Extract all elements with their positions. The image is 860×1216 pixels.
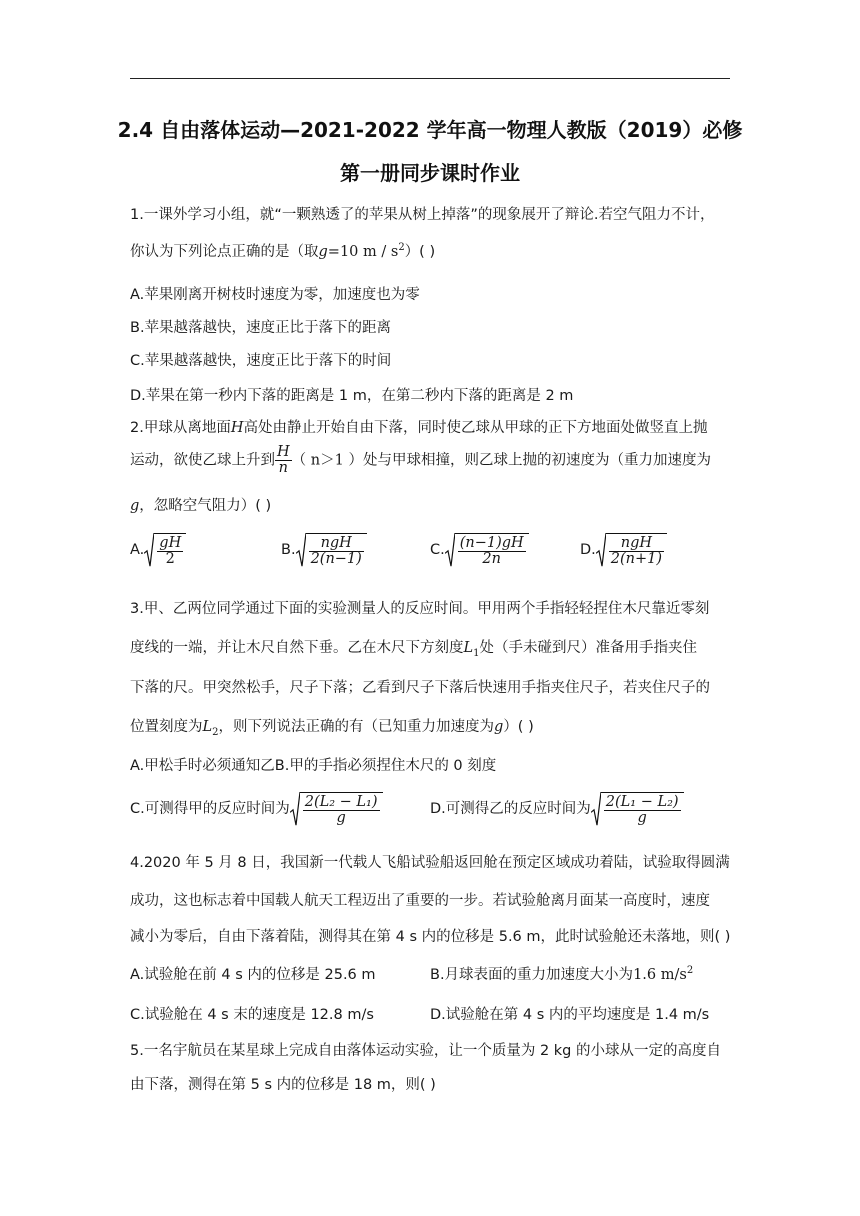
q3-l2-sub: 2	[212, 726, 219, 738]
q4-option-a: A.试验舱在前 4 s 内的位移是 25.6 m	[130, 967, 376, 983]
q2-option-c-den: 2n	[482, 551, 501, 567]
q3-stem-line4	[130, 715, 534, 738]
q4-stem-line3: 减小为零后，自由下落着陆，测得其在第 4 s 内的位移是 5.6 m，此时试验舱还未落地，则( )	[130, 929, 731, 945]
q3-stem-line3: 下落的尺。甲突然松手，尺子下落；乙看到尺子下落后快速用手指夹住尺子，若夹住尺子的	[130, 680, 710, 696]
q3-l1-symbol: L	[463, 640, 474, 656]
q5-stem-line1: 5.一名宇航员在某星球上完成自由落体运动实验，让一个质量为 2 kg 的小球从一定的高度自	[130, 1043, 721, 1059]
sqrt-icon	[290, 792, 383, 826]
q4-option-d: D.试验舱在第 4 s 内的平均速度是 1.4 m/s	[430, 1007, 710, 1023]
q2-condition: （ n＞1 ）	[291, 452, 363, 469]
q2-h-symbol: H	[230, 420, 244, 436]
q3-stem-text4: 位置刻度为	[130, 719, 203, 735]
q2-option-c	[430, 533, 529, 567]
q4-stem-line1: 4.2020 年 5 月 8 日，我国新一代载人飞船试验船返回舱在预定区域成功着陆，试验取得圆满	[130, 855, 730, 871]
q3-option-ab: A.甲松手时必须通知乙B.甲的手指必须捏住木尺的 0 刻度	[130, 758, 497, 774]
q3-stem-line2	[130, 636, 697, 659]
q1-stem-line1: 1.一课外学习小组，就“一颗熟透了的苹果从树上掉落”的现象展开了辩论.若空气阻力不计，	[130, 207, 715, 223]
q3-option-d-text: D.可测得乙的反应时间为	[430, 801, 591, 817]
q2-frac-num: H	[277, 444, 290, 460]
q1-option-d: D.苹果在第一秒内下落的距离是 1 m，在第二秒内下落的距离是 2 m	[130, 388, 574, 404]
q3-g-symbol: g	[494, 719, 504, 735]
sqrt-icon	[591, 792, 684, 826]
q2-option-d-num: ngH	[609, 536, 664, 552]
q3-stem-text2-cont: 处（手未碰到尺）准备用手指夹住	[479, 640, 698, 656]
q1-g-value: =10 m / s	[327, 244, 399, 260]
q2-stem-line3	[130, 494, 271, 515]
q4-option-b-text: B.月球表面的重力加速度大小为	[430, 967, 634, 983]
q2-option-a-num: gH	[159, 535, 182, 551]
q2-stem-text2-cont: 处与甲球相撞，则乙球上抛的初速度为（重力加速度为	[362, 452, 711, 469]
q2-option-d-label: D.	[580, 542, 596, 558]
sqrt-icon	[445, 533, 529, 567]
q2-answer-blank: ，忽略空气阻力）( )	[139, 498, 272, 514]
q3-l1-sub: 1	[473, 647, 480, 659]
q2-g-symbol: g	[130, 498, 140, 514]
q2-option-b-label: B.	[281, 542, 296, 558]
page-title-line1: 2.4 自由落体运动—2021-2022 学年高一物理人教版（2019）必修	[117, 118, 743, 142]
q2-stem-text2: 运动，欲使乙球上升到	[130, 452, 275, 469]
q4-option-b-exponent: 2	[686, 965, 694, 977]
q3-l2-symbol: L	[202, 719, 213, 735]
q2-option-a	[130, 533, 186, 567]
q4-stem-line2: 成功，这也标志着中国载人航天工程迈出了重要的一步。若试验舱离月面某一高度时，速度	[130, 893, 710, 909]
q2-option-b-num: ngH	[309, 536, 364, 552]
q1-option-a: A.苹果刚离开树枝时速度为零，加速度也为零	[130, 287, 420, 303]
q2-stem-text-cont: 高处由静止开始自由下落，同时使乙球从甲球的正下方地面处做竖直上抛	[243, 420, 708, 436]
q1-stem-line2	[130, 240, 435, 261]
q4-option-b	[430, 963, 693, 984]
header-rule	[130, 78, 730, 79]
q2-option-a-label: A.	[130, 542, 145, 558]
q3-option-c	[130, 792, 383, 826]
q2-option-c-num: (n−1)gH	[459, 535, 524, 551]
q3-option-d-den: g	[637, 810, 647, 826]
q2-option-d-den: 2(n+1)	[610, 551, 663, 567]
q1-stem-text: 你认为下列论点正确的是（取	[130, 244, 319, 260]
q1-g-exponent: 2	[398, 242, 405, 254]
q2-fraction-h-over-n	[275, 445, 292, 476]
q2-option-b-den: 2(n−1)	[310, 551, 362, 567]
q5-stem-line2: 由下落，测得在第 5 s 内的位移是 18 m，则( )	[130, 1077, 436, 1093]
q1-option-c: C.苹果越落越快，速度正比于落下的时间	[130, 353, 392, 369]
q3-stem-line1: 3.甲、乙两位同学通过下面的实验测量人的反应时间。甲用两个手指轻轻捏住木尺靠近零刻	[130, 601, 710, 617]
q3-option-c-text: C.可测得甲的反应时间为	[130, 801, 290, 817]
q2-option-b	[281, 533, 367, 567]
q2-stem-line1	[130, 416, 708, 437]
q4-option-b-value: 1.6 m/s	[633, 967, 687, 983]
q3-answer-blank: ）( )	[503, 719, 534, 735]
q3-option-d	[430, 792, 684, 826]
q4-option-c: C.试验舱在 4 s 末的速度是 12.8 m/s	[130, 1007, 374, 1023]
q2-stem-line2	[130, 445, 711, 476]
q2-option-c-label: C.	[430, 542, 445, 558]
q3-option-c-den: g	[336, 810, 346, 826]
q3-stem-text4-mid: ，则下列说法正确的有（已知重力加速度为	[218, 719, 495, 735]
q2-stem-text: 2.甲球从离地面	[130, 420, 231, 436]
q2-option-a-den: 2	[165, 551, 175, 567]
q2-option-d	[580, 533, 667, 567]
q1-answer-blank: ）( )	[404, 244, 436, 260]
q3-option-d-num: 2(L₁ − L₂)	[605, 794, 679, 810]
q1-g-symbol: g	[318, 244, 328, 260]
page-title-line2: 第一册同步课时作业	[340, 161, 520, 185]
q3-stem-text2: 度线的一端，并让木尺自然下垂。乙在木尺下方刻度	[130, 640, 464, 656]
sqrt-icon	[296, 533, 367, 567]
q3-option-c-num: 2(L₂ − L₁)	[304, 794, 378, 810]
sqrt-icon	[144, 533, 186, 567]
q1-option-b: B.苹果越落越快，速度正比于落下的距离	[130, 320, 392, 336]
sqrt-icon	[596, 533, 667, 567]
q2-frac-den: n	[278, 460, 288, 476]
